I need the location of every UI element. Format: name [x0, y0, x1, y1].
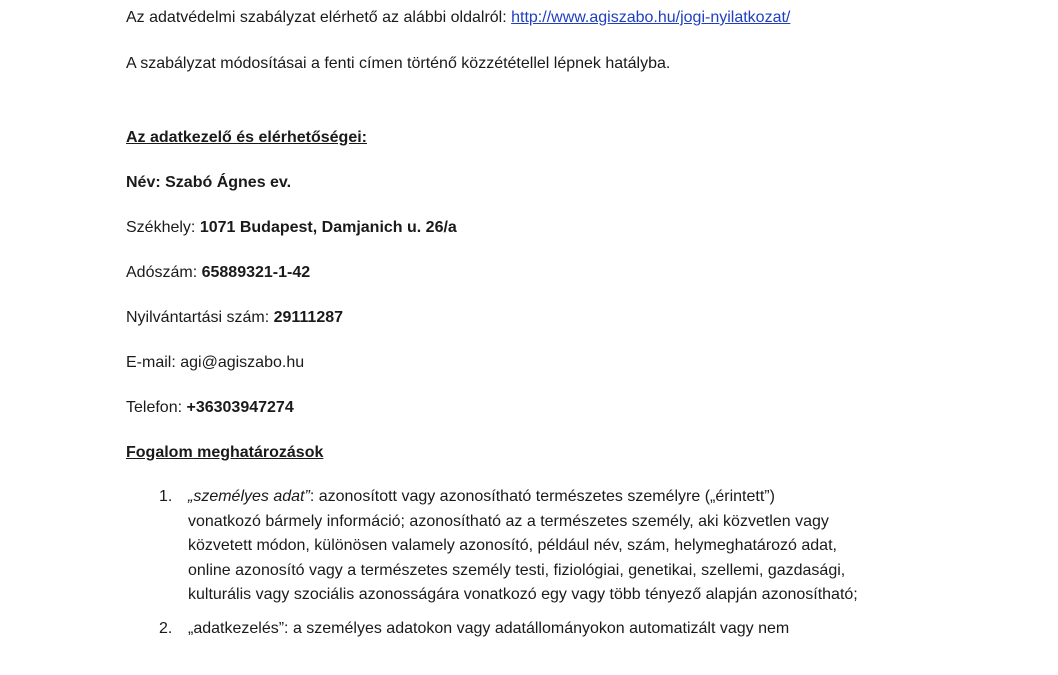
controller-registry-number [126, 308, 343, 328]
definition-number: 2. [159, 619, 173, 637]
definition-line: vonatkozó bármely információ; azonosítható az a természetes személy, aki közvetlen vagy [188, 512, 829, 530]
phone-value: +36303947274 [186, 399, 294, 416]
definitions-list [126, 485, 956, 641]
controller-name: Név: Szabó Ágnes ev. [126, 174, 292, 191]
definition-line [188, 617, 956, 642]
controller-phone [126, 398, 294, 418]
controller-email: E-mail: agi@agiszabo.hu [126, 354, 305, 371]
seat-label: Székhely: [126, 219, 200, 236]
policy-availability-text: Az adatvédelmi szabályzat elérhető az alábbi oldalról: [126, 9, 512, 26]
definition-number: 1. [159, 488, 173, 505]
definition-line: online azonosító vagy a természetes személy testi, fiziológiai, genetikai, szellemi, gazdasági, [188, 561, 846, 579]
policy-availability-line [126, 8, 790, 28]
definitions-heading: Fogalom meghatározások [126, 444, 324, 461]
definition-line [188, 485, 956, 510]
definition-term: „adatkezelés” [188, 619, 285, 637]
registry-label: Nyilvántartási szám: [126, 309, 274, 326]
definition-item [126, 485, 956, 608]
policy-changes-text: A szabályzat módosításai a fenti címen történő közzététellel lépnek hatályba. [126, 55, 671, 72]
definition-text: : a személyes adatokon vagy adatállományokon automatizált vagy nem [284, 619, 790, 637]
seat-value: 1071 Budapest, Damjanich u. 26/a [199, 219, 457, 236]
definition-line: kulturális vagy szociális azonosságára vonatkozó egy vagy több tényező alapján azonosítható; [188, 586, 858, 603]
controller-tax-number [126, 263, 310, 283]
registry-value: 29111287 [273, 309, 344, 326]
tax-value: 65889321-1-42 [201, 264, 311, 281]
phone-label: Telefon: [126, 399, 187, 416]
policy-link[interactable]: http://www.agiszabo.hu/jogi-nyilatkozat/ [511, 9, 791, 26]
definition-line: közvetett módon, különösen valamely azonosító, például név, szám, helymeghatározó adat, [188, 537, 837, 554]
controller-heading: Az adatkezelő és elérhetőségei: [126, 129, 367, 146]
definition-text: : azonosított vagy azonosítható természetes személyre („érintett”) [309, 488, 775, 505]
definition-item [126, 617, 956, 642]
tax-label: Adószám: [126, 264, 202, 281]
definition-term: „személyes adat” [188, 488, 310, 505]
controller-seat [126, 218, 457, 238]
